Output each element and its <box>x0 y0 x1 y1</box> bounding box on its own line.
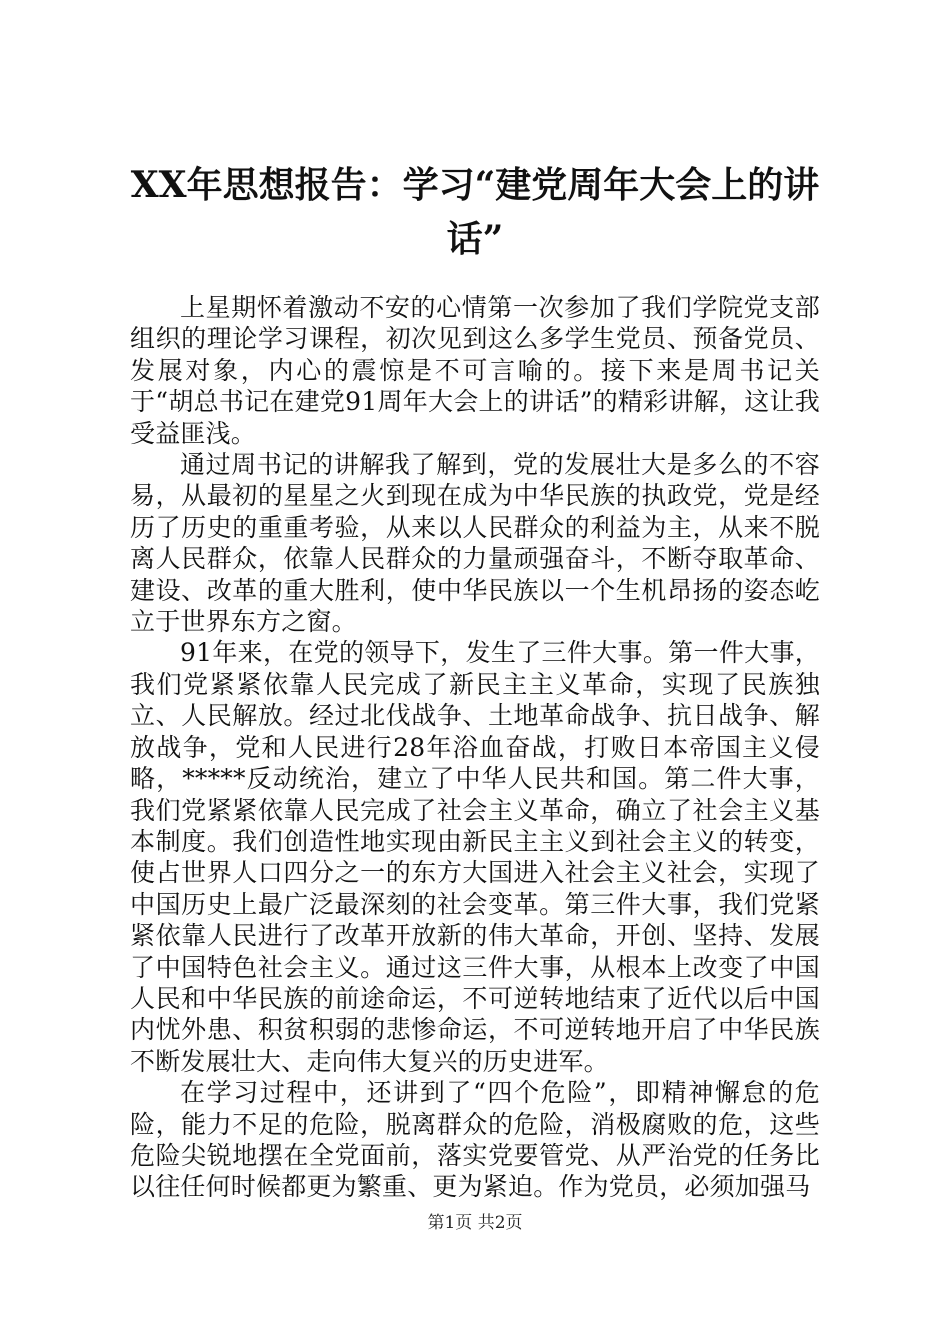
document-body <box>130 292 820 1203</box>
paragraph-3: 91年来，在党的领导下，发生了三件大事。第一件大事，我们党紧紧依靠人民完成了新民主主义革命，实现了民族独立、人民解放。经过北伐战争、土地革命战争、抗日战争、解放战争，党和人民进行28年浴血奋战，打败日本帝国主义侵略，*****反动统治，建立了中华人民共和国。第二件大事，我们党紧紧依靠人民完成了社会主义革命，确立了社会主义基本制度。我们创造性地实现由新民主主义到社会主义的转变，使占世界人口四分之一的东方大国进入社会主义社会，实现了中国历史上最广泛最深刻的社会变革。第三件大事，我们党紧紧依靠人民进行了改革开放新的伟大革命，开创、坚持、发展了中国特色社会主义。通过这三件大事，从根本上改变了中国人民和中华民族的前途命运，不可逆转地结束了近代以后中国内忧外患、积贫积弱的悲惨命运，不可逆转地开启了中华民族不断发展壮大、走向伟大复兴的历史进军。 <box>130 638 820 1076</box>
page-number-footer: 第1页 共2页 <box>427 1213 523 1233</box>
paragraph-1: 上星期怀着激动不安的心情第一次参加了我们学院党支部组织的理论学习课程，初次见到这么多学生党员、预备党员、发展对象，内心的震惊是不可言喻的。接下来是周书记关于“胡总书记在建党91周年大会上的讲话”的精彩讲解，这让我受益匪浅。 <box>130 293 820 448</box>
document-title: XX年思想报告：学习“建党周年大会上的讲话” <box>130 164 820 260</box>
paragraph-4: 在学习过程中，还讲到了“四个危险”，即精神懈怠的危险，能力不足的危险，脱离群众的危险，消极腐败的危，这些危险尖锐地摆在全党面前，落实党要管党、从严治党的任务比以往任何时候都更为繁重、更为紧迫。作为党员，必须加强马 <box>130 1078 820 1202</box>
paragraph-2: 通过周书记的讲解我了解到，党的发展壮大是多么的不容易，从最初的星星之火到现在成为中华民族的执政党，党是经历了历史的重重考验，从来以人民群众的利益为主，从来不脱离人民群众，依靠人民群众的力量顽强奋斗，不断夺取革命、建设、改革的重大胜利，使中华民族以一个生机昂扬的姿态屹立于世界东方之窗。 <box>130 450 820 637</box>
